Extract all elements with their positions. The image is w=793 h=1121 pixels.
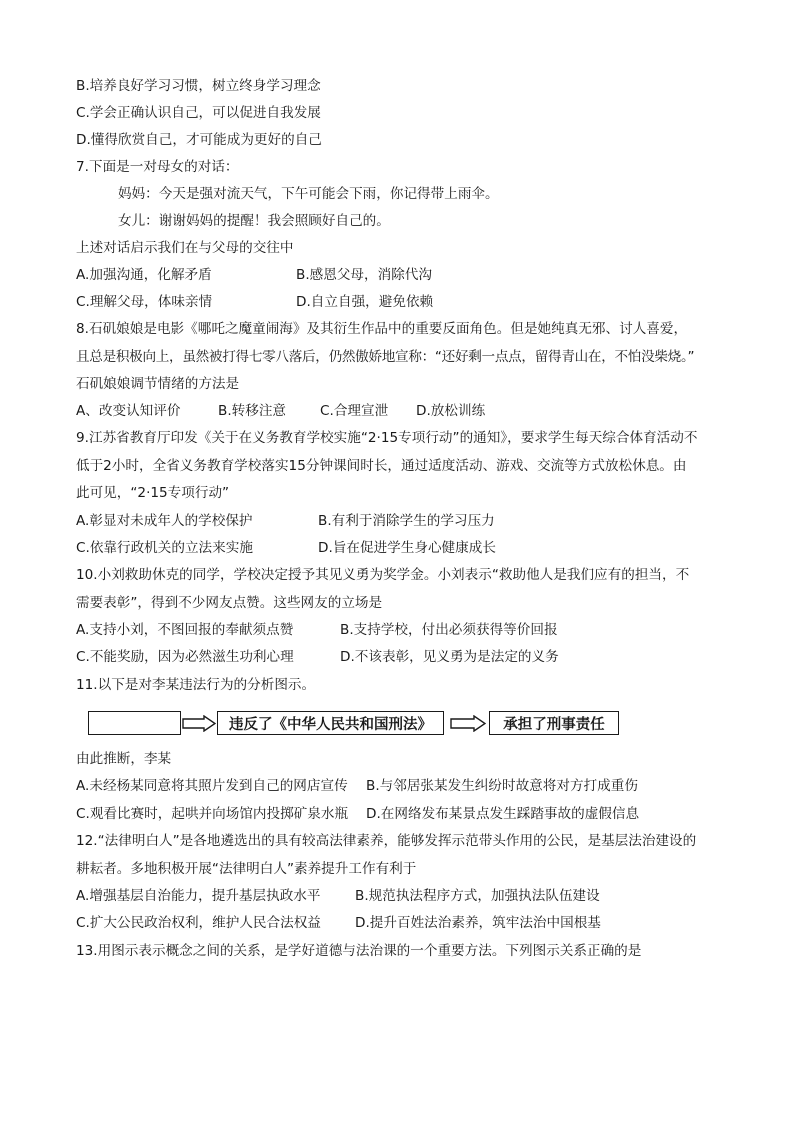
q9-stem-line2: 低于2小时，全省义务教育学校落实15分钟课间时长，通过适度活动、游戏、交流等方式放松休息。由	[76, 458, 687, 474]
diagram-arrow-2-icon	[450, 715, 486, 732]
q10-stem-line1: 10.小刘救助休克的同学，学校决定授予其见义勇为奖学金。小刘表示“救助他人是我们应有的担当，不	[76, 567, 690, 583]
q8-option-c: C.合理宣泄	[320, 403, 389, 419]
q11-option-a: A.未经杨某同意将其照片发到自己的网店宣传	[76, 778, 348, 794]
q9-option-b: B.有利于消除学生的学习压力	[318, 513, 495, 529]
q7-option-a: A.加强沟通，化解矛盾	[76, 267, 212, 283]
q8-option-b: B.转移注意	[218, 403, 287, 419]
q11-option-b: B.与邻居张某发生纠纷时故意将对方打成重伤	[366, 778, 638, 794]
q8-stem-line1: 8.石矶娘娘是电影《哪吒之魔童闹海》及其衍生作品中的重要反面角色。但是她纯真无邪、讨人喜爱，	[76, 321, 688, 337]
diagram-arrow-1-icon	[182, 715, 216, 732]
q8-stem-line2: 且总是积极向上，虽然被打得七零八落后，仍然傲娇地宣称：“还好剩一点点，留得青山在，不怕没柴烧。”	[76, 349, 695, 365]
q11-option-c: C.观看比赛时，起哄并向场馆内投掷矿泉水瓶	[76, 806, 349, 822]
q9-stem-line3: 此可见，“2·15专项行动”	[76, 485, 230, 501]
q9-option-a: A.彰显对未成年人的学校保护	[76, 513, 253, 529]
q10-stem-line2: 需要表彰”，得到不少网友点赞。这些网友的立场是	[76, 595, 383, 611]
q12-option-a: A.增强基层自治能力，提升基层执政水平	[76, 888, 321, 904]
q11-prompt: 由此推断，李某	[76, 751, 172, 767]
q6-option-b: B.培养良好学习习惯，树立终身学习理念	[76, 78, 321, 94]
q12-option-b: B.规范执法程序方式，加强执法队伍建设	[355, 888, 600, 904]
q13-stem: 13.用图示表示概念之间的关系，是学好道德与法治课的一个重要方法。下列图示关系正确的是	[76, 943, 642, 959]
q8-option-d: D.放松训练	[416, 403, 486, 419]
q7-option-b: B.感恩父母，消除代沟	[296, 267, 432, 283]
q7-dialogue-mom: 妈妈：今天是强对流天气，下午可能会下雨，你记得带上雨伞。	[118, 186, 499, 202]
diagram-violation-box: 违反了《中华人民共和国刑法》	[217, 711, 444, 735]
q11-stem: 11.以下是对李某违法行为的分析图示。	[76, 677, 316, 693]
q9-stem-line1: 9.江苏省教育厅印发《关于在义务教育学校实施“2·15专项行动”的通知》，要求学生每天综合体育活动不	[76, 430, 698, 446]
q8-prompt: 石矶娘娘调节情绪的方法是	[76, 376, 240, 392]
q11-option-d: D.在网络发布某景点发生踩踏事故的虚假信息	[366, 806, 640, 822]
q11-analysis-diagram	[88, 711, 628, 739]
q10-option-d: D.不该表彰，见义勇为是法定的义务	[340, 649, 559, 665]
q12-stem-line1: 12.“法律明白人”是各地遴选出的具有较高法律素养，能够发挥示范带头作用的公民，是基层法治建设的	[76, 833, 697, 849]
q10-option-c: C.不能奖励，因为必然滋生功利心理	[76, 649, 294, 665]
q9-option-c: C.依靠行政机关的立法来实施	[76, 540, 253, 556]
q6-option-c: C.学会正确认识自己，可以促进自我发展	[76, 105, 321, 121]
q10-option-a: A.支持小刘，不图回报的奉献须点赞	[76, 622, 294, 638]
diagram-liability-box: 承担了刑事责任	[489, 711, 619, 735]
q6-option-d: D.懂得欣赏自己，才可能成为更好的自己	[76, 132, 322, 148]
q12-stem-line2: 耕耘者。多地积极开展“法律明白人”素养提升工作有利于	[76, 861, 417, 877]
q8-option-a: A、改变认知评价	[76, 403, 181, 419]
q7-option-d: D.自立自强，避免依赖	[296, 294, 434, 310]
q10-option-b: B.支持学校，付出必须获得等价回报	[340, 622, 558, 638]
q7-option-c: C.理解父母，体味亲情	[76, 294, 213, 310]
diagram-blank-box	[88, 711, 181, 735]
q7-dialogue-daughter: 女儿：谢谢妈妈的提醒！我会照顾好自己的。	[118, 213, 390, 229]
q12-option-d: D.提升百姓法治素养，筑牢法治中国根基	[355, 915, 601, 931]
q9-option-d: D.旨在促进学生身心健康成长	[318, 540, 496, 556]
q12-option-c: C.扩大公民政治权利，维护人民合法权益	[76, 915, 321, 931]
q7-stem: 7.下面是一对母女的对话：	[76, 159, 239, 175]
q7-prompt: 上述对话启示我们在与父母的交往中	[76, 240, 294, 256]
